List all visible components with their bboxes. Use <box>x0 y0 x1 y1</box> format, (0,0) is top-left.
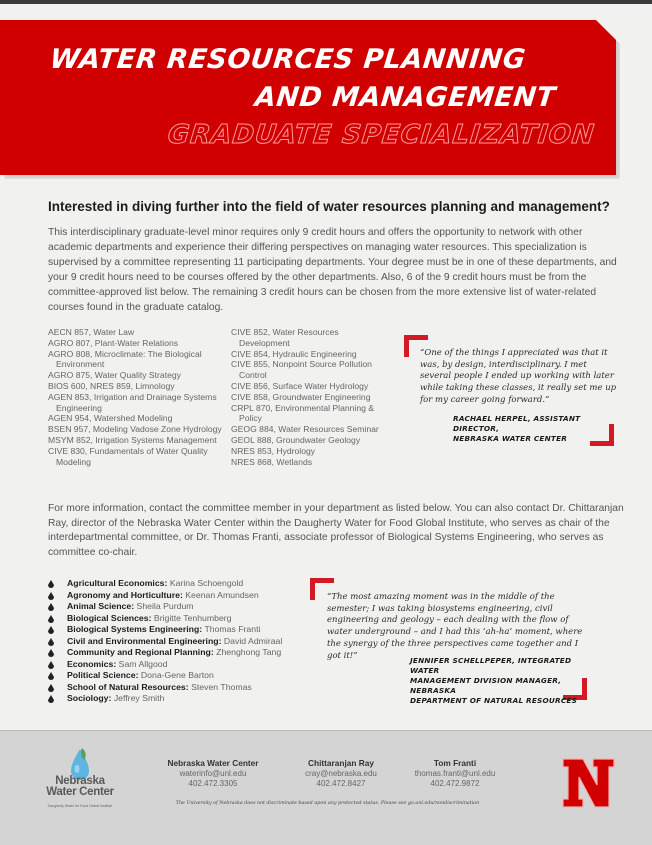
list-item <box>48 613 308 625</box>
contact-name: Sheila Purdum <box>136 601 194 611</box>
contact-name: Jeffrey Smith <box>113 693 165 703</box>
list-item <box>48 601 308 613</box>
list-item <box>48 590 308 602</box>
footer-contact <box>158 758 268 790</box>
contact-name: Keenan Amundsen <box>185 589 259 600</box>
water-drop-bullet-icon <box>48 580 54 588</box>
contact-name: Karina Schoengold <box>169 578 244 588</box>
course-list-column-2 <box>231 327 386 467</box>
title-line-1: WATER RESOURCES PLANNING <box>48 44 528 75</box>
course-item: CIVE 830, Fundamentals of Water Quality Modeling <box>48 445 208 467</box>
department-name: School of Natural Resources: <box>67 681 189 692</box>
water-drop-bullet-icon <box>48 672 54 680</box>
water-drop-bullet-icon <box>48 603 54 611</box>
logo-name-line: Water Center <box>46 786 114 798</box>
course-item: BSEN 957, Modeling Vadose Zone Hydrology <box>48 424 222 435</box>
footer-contact-email[interactable]: waterinfo@unl.edu <box>179 768 247 778</box>
water-drop-bullet-icon <box>48 684 54 692</box>
footer-contact-name: Tom Franti <box>433 758 477 768</box>
course-item: GEOL 888, Groundwater Geology <box>231 434 361 445</box>
contact-name: Dona-Gene Barton <box>140 670 214 680</box>
nondiscrimination-disclaimer: The University of Nebraska does not discriminate based upon any protected status. Please see go.unl.edu/nondiscrimination <box>175 801 480 806</box>
quote-1-text: “One of the things I appreciated was that it was, by design, interdisciplinary. I met several people I ended up working with later while taking these classes, it really set me up for my career going forward.” <box>420 348 617 405</box>
department-name: Biological Sciences: <box>67 612 152 623</box>
footer-contact-phone: 402.472.3305 <box>188 779 238 788</box>
list-item <box>48 682 308 694</box>
contact-name: David Admiraal <box>223 635 283 646</box>
title-line-2: AND MANAGEMENT <box>253 82 558 113</box>
quote-2-bracket-top <box>310 578 315 600</box>
department-name: Animal Science: <box>67 601 135 611</box>
headline: Interested in diving further into the field of water resources planning and management? <box>48 199 610 214</box>
list-item <box>48 659 308 671</box>
banner-subtitle: GRADUATE SPECIALIZATION <box>166 120 597 150</box>
course-item: CIVE 852, Water Resources Development <box>231 327 339 348</box>
footer-contact <box>286 758 396 790</box>
footer-divider <box>0 730 652 731</box>
contact-name: Sam Allgood <box>118 658 168 669</box>
department-name: Community and Regional Planning: <box>67 647 214 657</box>
course-item: AGRO 808, Microclimate: The Biological Environment <box>48 348 202 370</box>
intro-paragraph: This interdisciplinary graduate-level minor requires only 9 credit hours and offers the opportunity to network with other academic departments and experience their differing perspectives on managing water resources. This specialization is supervised by a committee representing 11 participating departments. Your degree must be in one of these departments, and your 9 credit hours need to be courses offered by the other departments. Also, 6 of the 9 credit hours must be from the committee-approved list below. The remaining 3 credit hours can be chosen from the more extensive list of water-related courses found in the graduate catalog. <box>48 227 617 313</box>
contact-name: Brigitte Tenhumberg <box>153 612 232 623</box>
department-name: Agricultural Economics: <box>67 578 168 588</box>
attribution-line: NEBRASKA WATER CENTER <box>453 434 568 443</box>
course-item: CRPL 870, Environmental Planning & Policy <box>231 402 374 424</box>
contact-name: Zhenghong Tang <box>216 647 282 657</box>
list-item <box>48 624 308 636</box>
attribution-line: RACHAEL HERPEL, ASSISTANT DIRECTOR, <box>453 414 581 433</box>
course-item: AECN 857, Water Law <box>48 327 135 337</box>
water-drop-bullet-icon <box>48 615 54 623</box>
course-item: AGEN 954, Watershed Modeling <box>48 413 173 424</box>
department-name: Political Science: <box>67 670 139 680</box>
course-item: NRES 868, Wetlands <box>231 456 313 467</box>
course-list-column-1 <box>48 327 228 467</box>
course-item: CIVE 854, Hydraulic Engineering <box>231 348 357 359</box>
course-item: GEOG 884, Water Resources Seminar <box>231 424 379 435</box>
water-drop-bullet-icon <box>48 638 54 646</box>
water-drop-bullet-icon <box>48 661 54 669</box>
department-name: Civil and Environmental Engineering: <box>67 635 222 646</box>
footer-contact <box>400 758 510 790</box>
department-name: Sociology: <box>67 693 112 703</box>
water-drop-bullet-icon <box>48 592 54 600</box>
footer-contact-phone: 402.472.8427 <box>316 779 366 788</box>
list-item <box>48 578 308 590</box>
footer-contact-name: Nebraska Water Center <box>167 758 259 768</box>
course-item: AGRO 807, Plant-Water Relations <box>48 337 179 348</box>
footer-contact-email[interactable]: thomas.franti@unl.edu <box>414 768 496 778</box>
water-drop-bullet-icon <box>48 626 54 634</box>
attribution-line: DEPARTMENT OF NATURAL RESOURCES <box>410 696 578 705</box>
course-item: CIVE 858, Groundwater Engineering <box>231 391 371 402</box>
water-drop-bullet-icon <box>48 695 54 703</box>
attribution-line: MANAGEMENT DIVISION MANAGER, NEBRASKA <box>410 676 562 695</box>
list-item <box>48 647 308 659</box>
list-item <box>48 670 308 682</box>
nebraska-n-logo-icon <box>561 757 616 809</box>
contact-name: Steven Thomas <box>191 681 252 692</box>
course-item: MSYM 852, Irrigation Systems Management <box>48 434 217 445</box>
course-item: AGRO 875, Water Quality Strategy <box>48 370 181 381</box>
quote-1-attribution <box>453 414 623 444</box>
course-item: CIVE 855, Nonpoint Source Pollution Control <box>231 359 372 381</box>
more-info-paragraph: For more information, contact the committee member in your department as listed below. You can also contact Dr. Chittaranjan Ray, director of the Nebraska Water Center within the Daugherty Water for Food Global Institute, who serves as chair of the interdepartmental committee, or Dr. Thomas Franti, associate professor of Biological Systems Engineering, who serves as committee co-chair. <box>48 503 624 558</box>
quote-1-bracket-top <box>404 335 409 357</box>
logo-name-line: Nebraska <box>55 775 105 787</box>
course-item: BIOS 600, NRES 859, Limnology <box>48 380 175 391</box>
contact-name: Thomas Franti <box>204 624 261 634</box>
course-item: AGEN 853, Irrigation and Drainage Systems Engineering <box>48 391 217 413</box>
department-name: Biological Systems Engineering: <box>67 624 203 634</box>
list-item <box>48 636 308 648</box>
nwc-logo-subtitle: Daugherty Water for Food Global Institute <box>47 804 113 808</box>
footer-contact-phone: 402.472.9872 <box>430 779 480 788</box>
footer-contact-email[interactable]: cray@nebraska.edu <box>305 768 377 778</box>
department-contacts-list <box>48 578 308 705</box>
footer-contact-name: Chittaranjan Ray <box>308 758 374 768</box>
attribution-line: JENNIFER SCHELLPEPER, INTEGRATED WATER <box>410 656 572 675</box>
department-name: Economics: <box>67 658 117 669</box>
quote-2-attribution <box>410 656 595 706</box>
water-drop-bullet-icon <box>48 649 54 657</box>
quote-2-text: “The most amazing moment was in the middle of the semester; I was taking biosystems engineering, civil engineering and geology – each dealing with the flow of water underground – and I had this ‘ah-ha’ moment, where the synergy of the three perspectives came together and I got it!” <box>327 592 583 661</box>
department-name: Agronomy and Horticulture: <box>67 589 183 600</box>
nwc-logo-text <box>40 776 120 798</box>
list-item <box>48 693 308 705</box>
course-item: NRES 853, Hydrology <box>231 445 316 456</box>
course-item: CIVE 856, Surface Water Hydrology <box>231 380 369 391</box>
